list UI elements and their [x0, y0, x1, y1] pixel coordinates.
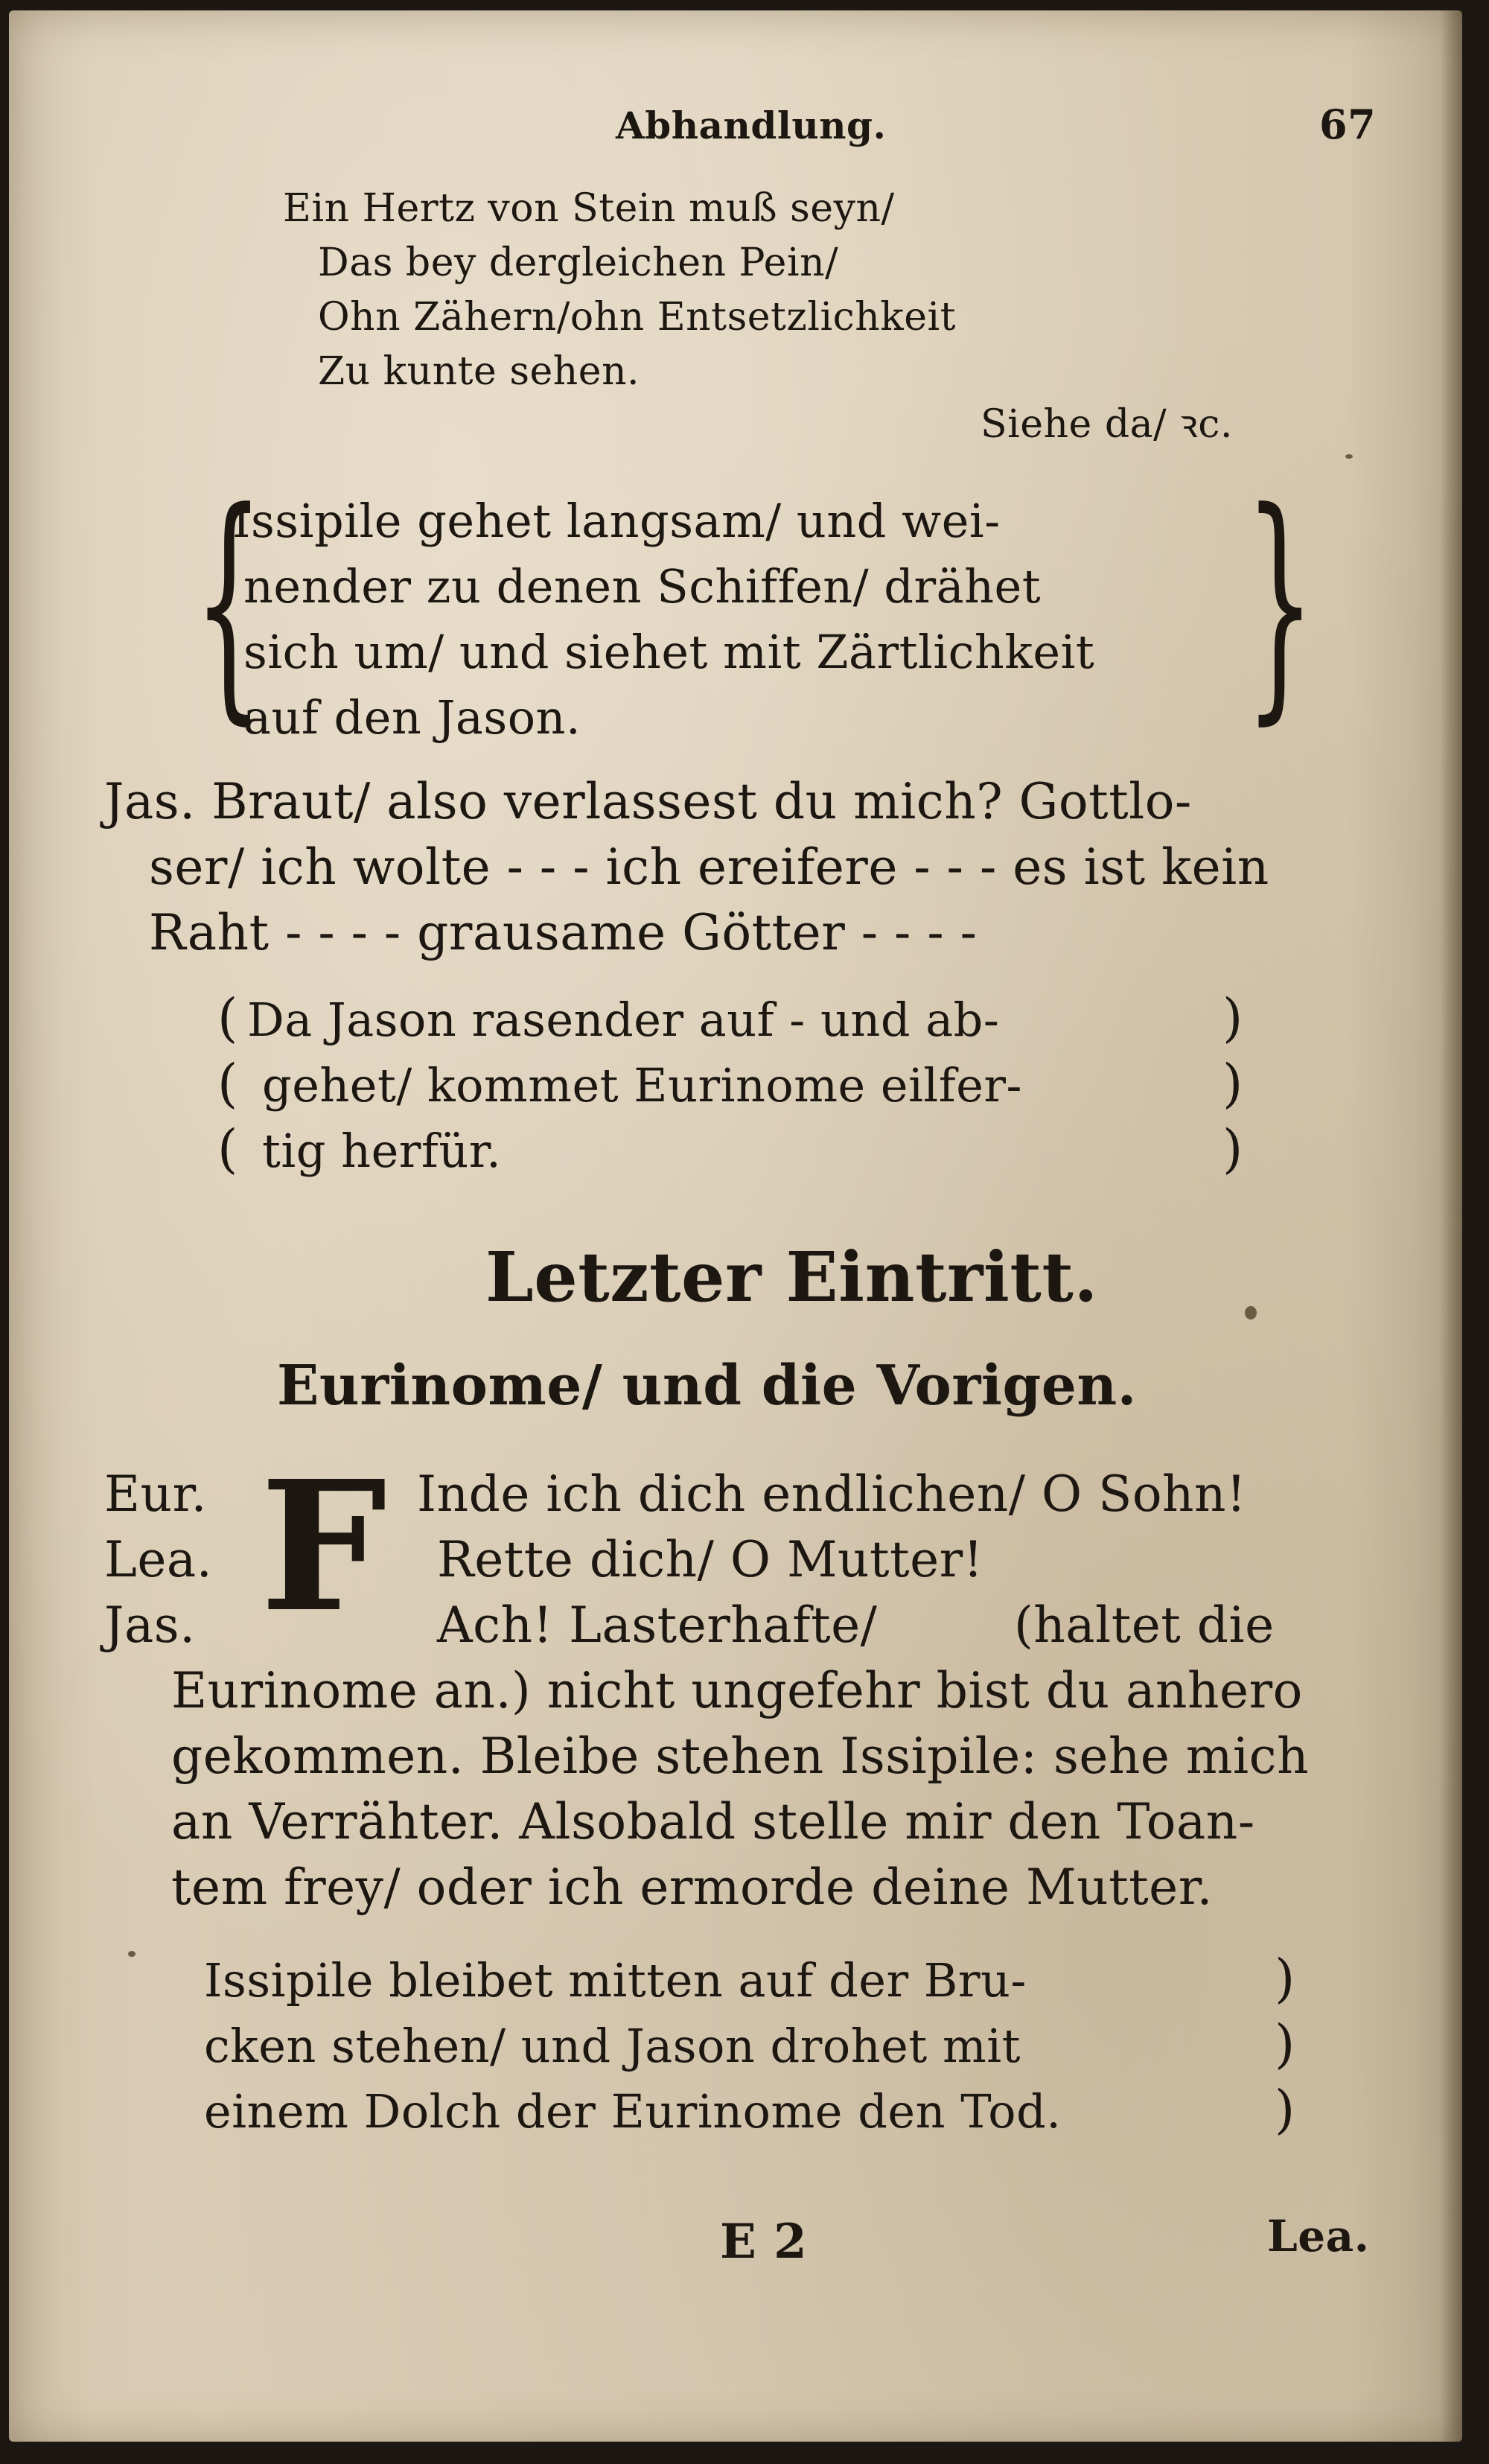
paren-close: ) — [1222, 1053, 1243, 1114]
left-brace: { — [194, 459, 264, 745]
right-brace: } — [1245, 459, 1316, 745]
book-page — [9, 10, 1462, 2442]
stage-direction-line: einem Dolch der Eurinome den Tod. — [204, 2084, 1062, 2139]
paper-speck — [128, 1951, 135, 1957]
paper-speck — [1245, 1306, 1257, 1319]
paren-close: ) — [1222, 987, 1243, 1048]
catchword: Lea. — [1267, 2211, 1370, 2261]
paren-close: ) — [1222, 1118, 1243, 1180]
paren-close: ) — [1275, 2079, 1295, 2140]
stage-direction-line: Issipile gehet langsam/ und wei- — [232, 494, 1001, 548]
speech-line: Jas. Braut/ also verlassest du mich? Gottlo- — [104, 773, 1192, 830]
dialogue-line: Ach! Lasterhafte/ — [437, 1596, 878, 1654]
paren-close: ) — [1275, 1948, 1295, 2009]
dialogue-line: Rette dich/ O Mutter! — [437, 1531, 983, 1588]
stage-direction-line: Issipile bleibet mitten auf der Bru- — [204, 1953, 1027, 2008]
aside: (haltet die — [1014, 1596, 1275, 1654]
running-title: Abhandlung. — [616, 104, 887, 147]
page-number: 67 — [1319, 101, 1377, 148]
verse-line: Zu kunte sehen. — [318, 349, 640, 394]
stage-direction-line: auf den Jason. — [243, 690, 581, 745]
signature-mark: E 2 — [720, 2214, 808, 2270]
decorated-initial: F — [260, 1442, 387, 1652]
dialogue-line: Eurinome an.) nicht ungefehr bist du anhero — [171, 1662, 1303, 1719]
paren-open: ( — [217, 1118, 238, 1180]
dialogue-line: gekommen. Bleibe stehen Issipile: sehe mich — [171, 1728, 1310, 1785]
speech-line: Raht - - - - grausame Götter - - - - — [149, 904, 978, 961]
page-edge-shadow — [1440, 10, 1462, 2442]
stage-direction-line: cken stehen/ und Jason drohet mit — [204, 2019, 1021, 2073]
speaker-label: Jas. — [104, 1596, 196, 1654]
dialogue-line: an Verrähter. Alsobald stelle mir den Toan- — [171, 1793, 1255, 1850]
dialogue-line: Inde ich dich endlichen/ O Sohn! — [417, 1465, 1247, 1523]
verse-line: Ohn Zähern/ohn Entsetzlichkeit — [318, 295, 957, 340]
verse-line: Ein Hertz von Stein muß seyn/ — [283, 186, 895, 231]
paren-open: ( — [217, 987, 238, 1048]
speech-line: ser/ ich wolte - - - ich ereifere - - - es ist kein — [149, 838, 1269, 896]
scene-cast: Eurinome/ und die Vorigen. — [277, 1354, 1137, 1418]
paren-close: ) — [1275, 2013, 1295, 2075]
stage-direction-line: Da Jason rasender auf - und ab- — [247, 993, 1000, 1047]
paper-speck — [1345, 454, 1353, 459]
stage-direction-line: tig herfür. — [262, 1124, 502, 1178]
scene-title: Letzter Eintritt. — [485, 1237, 1098, 1317]
speaker-label: Lea. — [104, 1531, 213, 1588]
verse-end: Siehe da/ ꝛc. — [981, 402, 1233, 447]
verse-line: Das bey dergleichen Pein/ — [318, 241, 839, 285]
stage-direction-line: nender zu denen Schiffen/ drähet — [243, 559, 1042, 614]
speaker-label: Eur. — [104, 1465, 207, 1523]
stage-direction-line: sich um/ und siehet mit Zärtlichkeit — [243, 625, 1095, 679]
dialogue-line: tem frey/ oder ich ermorde deine Mutter. — [171, 1859, 1214, 1916]
stage-direction-line: gehet/ kommet Eurinome eilfer- — [262, 1058, 1022, 1112]
paren-open: ( — [217, 1053, 238, 1114]
